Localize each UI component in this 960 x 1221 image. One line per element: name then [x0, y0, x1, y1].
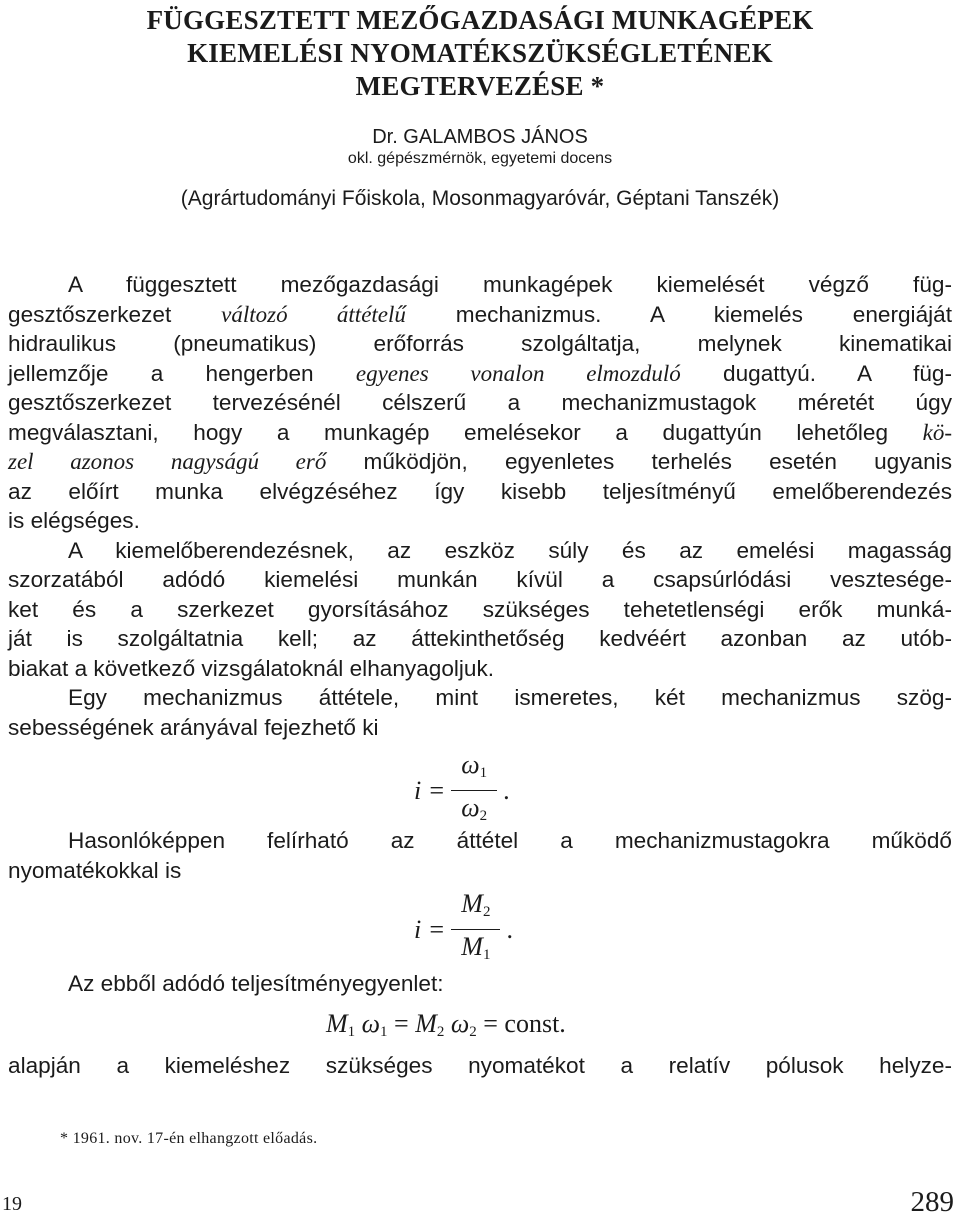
- eq-end: .: [503, 775, 510, 805]
- text-line: A függesztett mezőgazdasági munkagépek kiemelését végző füg-: [68, 272, 952, 297]
- page-number-left: 19: [2, 1193, 22, 1215]
- title-line: MEGTERVEZÉSE *: [355, 71, 605, 101]
- text-run: jellemzője a hengerben: [8, 360, 356, 386]
- emphasis: kö-: [922, 419, 952, 445]
- fraction-denominator: $M_1$: [461, 932, 491, 963]
- text-line: gesztőszerkezet tervezésénél célszerű a mechanizmustagok méretét úgy: [8, 390, 952, 415]
- text-line: sebességének arányával fejezhető ki: [8, 714, 379, 740]
- fraction-numerator: $\omega_1$: [451, 750, 497, 791]
- text-line: az előírt munka elvégzéséhez így kisebb teljesítményű emelőberendezés: [8, 478, 952, 504]
- author-name: Dr. GALAMBOS JÁNOS: [372, 126, 588, 148]
- eq-lhs: i =: [414, 775, 446, 805]
- text-line: [8, 359, 952, 389]
- text-run: mechanizmus. A kiemelés energiáját: [405, 301, 952, 327]
- eq-lhs: i =: [414, 914, 446, 944]
- text-run: megválasztani, hogy a munkagép emelésekor a dugattyún lehetőleg: [8, 419, 923, 445]
- page-number-right: 289: [910, 1186, 954, 1218]
- text-line: [8, 300, 952, 330]
- fraction: [451, 889, 500, 970]
- text-run: gesztőszerkezet: [8, 301, 222, 327]
- text-line: hidraulikus (pneumatikus) erőforrás szolgáltatja, melynek kinematikai: [8, 331, 952, 356]
- text-line: is elégséges.: [8, 508, 140, 533]
- title-line: KIEMELÉSI NYOMATÉKSZÜKSÉGLETÉNEK: [187, 38, 773, 68]
- fraction-numerator: $M_2$: [451, 889, 500, 930]
- text-line: A kiemelőberendezésnek, az eszköz súly és az emelési magasság: [68, 537, 952, 563]
- emphasis: változó áttételű: [221, 301, 406, 327]
- author-rank: okl. gépészmérnök, egyetemi docens: [347, 150, 613, 167]
- text-line: szorzatából adódó kiemelési munkán kívül a csapsúrlódási vesztesége-: [8, 567, 952, 592]
- fraction: [451, 750, 497, 831]
- emphasis: egyenes vonalon elmozduló: [355, 360, 681, 386]
- text-line: ket és a szerkezet gyorsításához szükséges tehetetlenségi erők munká-: [8, 596, 952, 622]
- equation-ratio-moment: [8, 885, 952, 969]
- equation-power: $M_1$ $\omega_1 = M_2$ $\omega_2$ = const.: [326, 1008, 566, 1040]
- text-line: Az ebből adódó teljesítményegyenlet:: [68, 971, 444, 996]
- paper-title: [0, 4, 960, 103]
- text-line: [8, 447, 952, 477]
- text-run: működjön, egyenletes terhelés esetén ugyanis: [326, 449, 952, 474]
- author-block: [0, 124, 960, 168]
- fraction-denominator: $\omega_2$: [461, 793, 488, 824]
- text-line: [8, 418, 952, 448]
- text-line: ját is szolgáltatnia kell; az áttekinthetőség kedvéért azonban az utób-: [8, 626, 952, 651]
- body-text: [8, 270, 952, 1080]
- text-line: Hasonlóképpen felírható az áttétel a mechanizmustagokra működő: [68, 828, 952, 853]
- text-line: nyomatékokkal is: [8, 857, 182, 883]
- text-line: biakat a következő vizsgálatoknál elhanyagoljuk.: [8, 655, 495, 681]
- equation-ratio-omega: [8, 742, 952, 826]
- title-line: FÜGGESZTETT MEZŐGAZDASÁGI MUNKAGÉPEK: [146, 5, 814, 35]
- text-run: dugattyú. A füg-: [680, 360, 953, 386]
- eq-end: .: [506, 914, 513, 944]
- footnote: * 1961. nov. 17-én elhangzott előadás.: [60, 1130, 318, 1147]
- text-line: alapján a kiemeléshez szükséges nyomatékot a relatív pólusok helyze-: [8, 1052, 952, 1078]
- affiliation: (Agrártudományi Főiskola, Mosonmagyaróvár, Géptani Tanszék): [180, 187, 780, 210]
- emphasis: zel azonos nagyságú erő: [8, 449, 327, 474]
- text-line: Egy mechanizmus áttétele, mint ismeretes, két mechanizmus szög-: [68, 685, 952, 710]
